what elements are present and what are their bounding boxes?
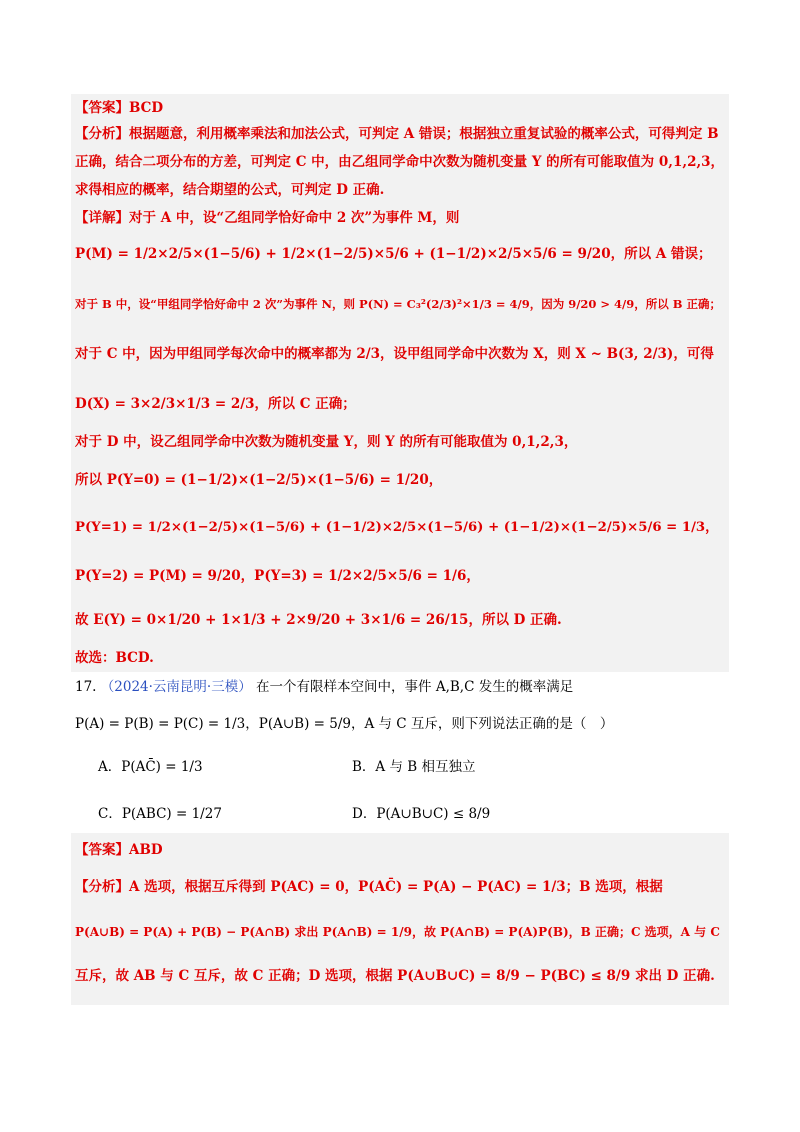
- q16-detail-line-9: P(Y=2) = P(M) = 9/20，P(Y=3) = 1/2×2/5×5/6 = 1/6，: [75, 568, 480, 584]
- q17-option-a: A．P(AC̄) = 1/3: [98, 759, 203, 775]
- q16-detail-line-10: 故 E(Y) = 0×1/20 + 1×1/3 + 2×9/20 + 3×1/6 = 26/15，所以 D 正确.: [75, 612, 562, 628]
- q16-analysis-line-2: 正确，结合二项分布的方差，可判定 C 中，由乙组同学命中次数为随机变量 Y 的所有可能取值为 0,1,2,3，: [75, 154, 725, 170]
- q17-analysis-line-3: 互斥，故 AB 与 C 互斥，故 C 正确；D 选项，根据 P(A∪B∪C) = 8/9 − P(BC) ≤ 8/9 求出 D 正确.: [75, 968, 715, 984]
- q16-detail-line-7: 所以 P(Y=0) = (1−1/2)×(1−2/5)×(1−5/6) = 1/20，: [75, 472, 443, 488]
- q17-source: （2024·云南昆明·三模）: [100, 679, 252, 695]
- q16-analysis-line-1: 【分析】根据题意，利用概率乘法和加法公式，可判定 A 错误；根据独立重复试验的概率公式，可得判定 B: [75, 126, 719, 142]
- q16-final-choice: 故选：BCD.: [75, 650, 154, 666]
- q17-stem-line-1: [75, 677, 573, 697]
- q16-analysis-line-3: 求得相应的概率，结合期望的公式，可判定 D 正确.: [75, 182, 385, 198]
- q17-stem-line-2: P(A) = P(B) = P(C) = 1/3，P(A∪B) = 5/9，A 与 C 互斥，则下列说法正确的是（ ）: [75, 716, 614, 732]
- q17-number: 17.: [75, 679, 97, 695]
- q17-stem-text: 在一个有限样本空间中，事件 A,B,C 发生的概率满足: [256, 679, 574, 695]
- q17-answer: 【答案】ABD: [75, 842, 163, 858]
- q16-detail-line-2: P(M) = 1/2×2/5×(1−5/6) + 1/2×(1−2/5)×5/6 + (1−1/2)×2/5×5/6 = 9/20，所以 A 错误；: [75, 246, 712, 262]
- q16-detail-line-5: D(X) = 3×2/3×1/3 = 2/3，所以 C 正确；: [75, 396, 356, 412]
- q16-answer: 【答案】BCD: [75, 100, 164, 116]
- q16-detail-line-8: P(Y=1) = 1/2×(1−2/5)×(1−5/6) + (1−1/2)×2/5×(1−5/6) + (1−1/2)×(1−2/5)×5/6 = 1/3，: [75, 520, 719, 535]
- q17-option-b: B．A 与 B 相互独立: [352, 759, 476, 775]
- q16-detail-line-4: 对于 C 中，因为甲组同学每次命中的概率都为 2/3，设甲组同学命中次数为 X，则 X ~ B(3, 2/3)，可得: [75, 346, 714, 362]
- q17-option-d: D．P(A∪B∪C) ≤ 8/9: [352, 806, 491, 822]
- q17-option-c: C．P(ABC) = 1/27: [98, 806, 222, 822]
- q17-analysis-line-1: 【分析】A 选项，根据互斥得到 P(AC) = 0，P(AC̄) = P(A) − P(AC) = 1/3；B 选项，根据: [75, 879, 663, 895]
- q16-detail-line-6: 对于 D 中，设乙组同学命中次数为随机变量 Y，则 Y 的所有可能取值为 0,1,2,3，: [75, 434, 578, 450]
- q17-analysis-line-2: P(A∪B) = P(A) + P(B) − P(A∩B) 求出 P(A∩B) = 1/9，故 P(A∩B) = P(A)P(B)，B 正确；C 选项，A 与 C: [75, 925, 720, 939]
- q16-detail-line-1: 【详解】对于 A 中，设“乙组同学恰好命中 2 次”为事件 M，则: [75, 210, 460, 226]
- q16-detail-line-3: 对于 B 中，设“甲组同学恰好命中 2 次”为事件 N，则 P(N) = C₃²(2/3)²×1/3 = 4/9，因为 9/20 > 4/9，所以 B 正确；: [75, 297, 721, 311]
